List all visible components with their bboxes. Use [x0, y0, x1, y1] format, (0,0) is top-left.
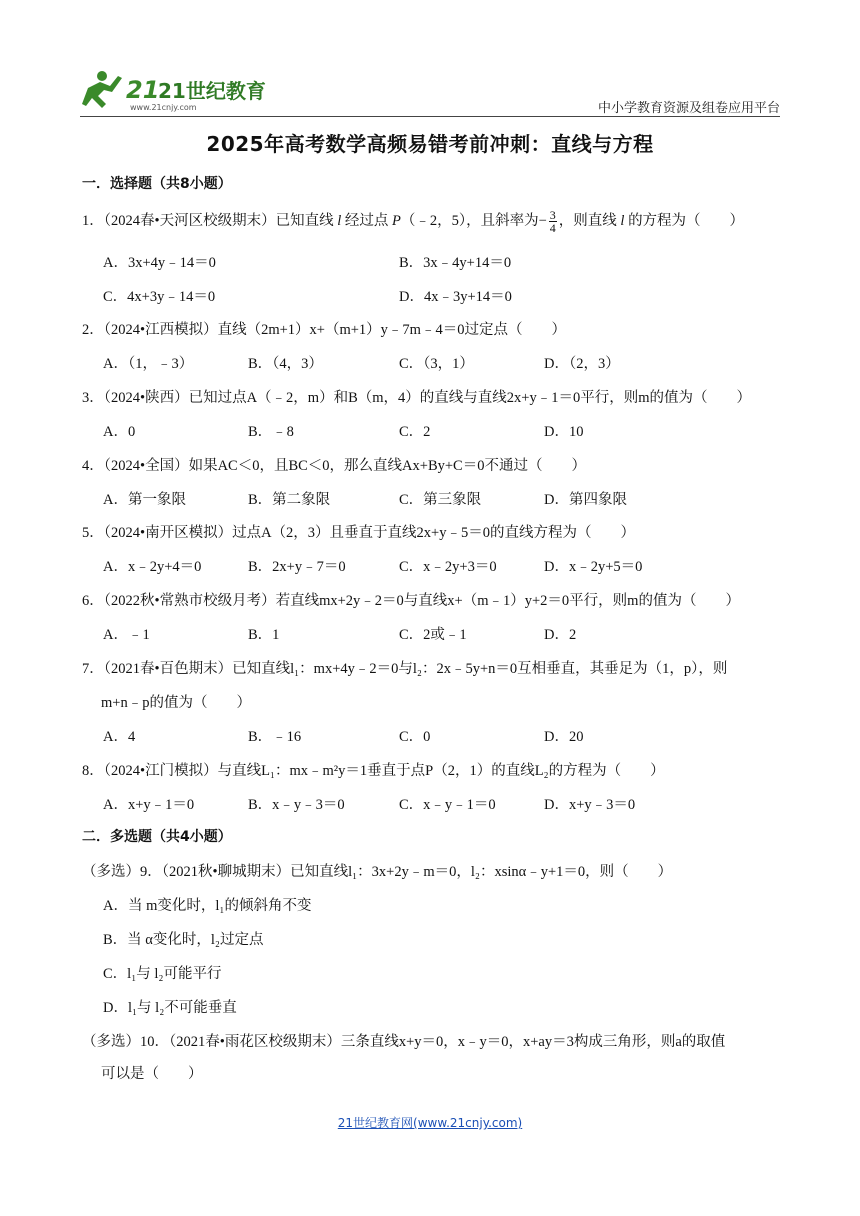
- q2-option-a[interactable]: A．（1，﹣3）: [103, 356, 194, 372]
- section-heading-choice: 一．选择题（共8小题）: [82, 176, 232, 192]
- q3-option-b[interactable]: B．﹣8: [248, 424, 294, 440]
- question-5: 5．（2024•南开区模拟）过点A（2，3）且垂直于直线2x+y﹣5＝0的直线方程为（ ）: [82, 525, 635, 541]
- q9-option-a[interactable]: A．当 m变化时，l₁的倾斜角不变: [103, 898, 312, 914]
- question-9: （多选）9．（2021秋•聊城期末）已知直线l₁：3x+2y﹣m＝0，l₂：xsinα﹣y+1＝0，则（ ）: [82, 864, 673, 880]
- q6-option-d[interactable]: D．2: [544, 627, 577, 643]
- q7-option-b[interactable]: B．﹣16: [248, 729, 302, 745]
- q6-option-c[interactable]: C．2或﹣1: [399, 627, 467, 643]
- q4-option-b[interactable]: B．第二象限: [248, 492, 331, 508]
- logo-icon: [80, 66, 266, 114]
- question-3: 3．（2024•陕西）已知过点A（﹣2，m）和B（m，4）的直线与直线2x+y﹣1＝0平行，则m的值为（ ）: [82, 390, 751, 406]
- question-1: 1．（2024春•天河区校级期末）已知直线 l 经过点 P（﹣2，5），且斜率为− $\frac{3}{4}$ ，则直线 l 的方程为（ ）: [82, 208, 745, 236]
- q8-option-b[interactable]: B．x﹣y﹣3＝0: [248, 797, 345, 813]
- q3-option-c[interactable]: C．2: [399, 424, 431, 440]
- q4-option-c[interactable]: C．第三象限: [399, 492, 482, 508]
- q5-option-c[interactable]: C．x﹣2y+3＝0: [399, 559, 497, 575]
- q9-option-c[interactable]: C．l₁与 l₂可能平行: [103, 966, 222, 982]
- q6-option-a[interactable]: A．﹣1: [103, 627, 150, 643]
- q7-option-a[interactable]: A．4: [103, 729, 136, 745]
- question-4: 4．（2024•全国）如果AC＜0，且BC＜0，那么直线Ax+By+C＝0不通过（ ）: [82, 458, 586, 474]
- q8-option-c[interactable]: C．x﹣y﹣1＝0: [399, 797, 496, 813]
- q6-option-b[interactable]: B．1: [248, 627, 280, 643]
- section-heading-multi: 二．多选题（共4小题）: [82, 829, 232, 845]
- header-slogan: 中小学教育资源及组卷应用平台: [597, 101, 780, 116]
- q5-option-b[interactable]: B．2x+y﹣7＝0: [248, 559, 346, 575]
- q7-option-d[interactable]: D．20: [544, 729, 584, 745]
- q8-option-a[interactable]: A．x+y﹣1＝0: [103, 797, 195, 813]
- question-2: 2．（2024•江西模拟）直线（2m+1）x+（m+1）y﹣7m﹣4＝0过定点（ ）: [82, 322, 566, 338]
- q7-option-c[interactable]: C．0: [399, 729, 431, 745]
- slope-fraction: $\frac{3}{4}$: [549, 208, 556, 236]
- q3-option-a[interactable]: A．0: [103, 424, 136, 440]
- header-divider: [80, 116, 780, 117]
- q2-option-c[interactable]: C．（3，1）: [399, 356, 474, 372]
- q1-option-d[interactable]: D．4x﹣3y+14＝0: [399, 289, 512, 305]
- q2-option-b[interactable]: B．（4，3）: [248, 356, 323, 372]
- q5-option-a[interactable]: A．x﹣2y+4＝0: [103, 559, 202, 575]
- page-footer: [0, 1114, 860, 1131]
- footer-link[interactable]: 21世纪教育网(www.21cnjy.com): [337, 1116, 523, 1130]
- q4-option-d[interactable]: D．第四象限: [544, 492, 627, 508]
- logo: [80, 66, 266, 114]
- question-10-line-1: （多选）10．（2021春•雨花区校级期末）三条直线x+y＝0，x﹣y＝0，x+ay＝3构成三角形，则a的取值: [82, 1034, 726, 1050]
- question-10-line-2: 可以是（ ）: [101, 1066, 203, 1082]
- question-8: 8．（2024•江门模拟）与直线L₁：mx﹣m²y＝1垂直于点P（2，1）的直线L₂的方程为（ ）: [82, 763, 665, 779]
- q1-option-a[interactable]: A．3x+4y﹣14＝0: [103, 255, 216, 271]
- page-header: [80, 62, 780, 118]
- page-title: 2025年高考数学高频易错考前冲刺：直线与方程: [206, 132, 654, 156]
- question-7-line-2: m+n﹣p的值为（ ）: [101, 695, 251, 711]
- question-7-line-1: 7．（2021春•百色期末）已知直线l₁：mx+4y﹣2＝0与l₂：2x﹣5y+n＝0互相垂直，其垂足为（1，p），则: [82, 661, 728, 677]
- q2-option-d[interactable]: D．（2，3）: [544, 356, 620, 372]
- question-6: 6．（2022秋•常熟市校级月考）若直线mx+2y﹣2＝0与直线x+（m﹣1）y+2＝0平行，则m的值为（ ）: [82, 593, 740, 609]
- logo-text: 21世纪教育: [158, 79, 266, 103]
- q5-option-d[interactable]: D．x﹣2y+5＝0: [544, 559, 643, 575]
- q9-option-b[interactable]: B．当 α变化时，l₂过定点: [103, 932, 264, 948]
- q9-option-d[interactable]: D．l₁与 l₂不可能垂直: [103, 1000, 237, 1016]
- logo-url: www.21cnjy.com: [130, 103, 197, 112]
- svg-text:21: 21: [126, 76, 160, 104]
- q4-option-a[interactable]: A．第一象限: [103, 492, 186, 508]
- q1-option-b[interactable]: B．3x﹣4y+14＝0: [399, 255, 512, 271]
- q1-option-c[interactable]: C．4x+3y﹣14＝0: [103, 289, 216, 305]
- q8-option-d[interactable]: D．x+y﹣3＝0: [544, 797, 636, 813]
- q3-option-d[interactable]: D．10: [544, 424, 584, 440]
